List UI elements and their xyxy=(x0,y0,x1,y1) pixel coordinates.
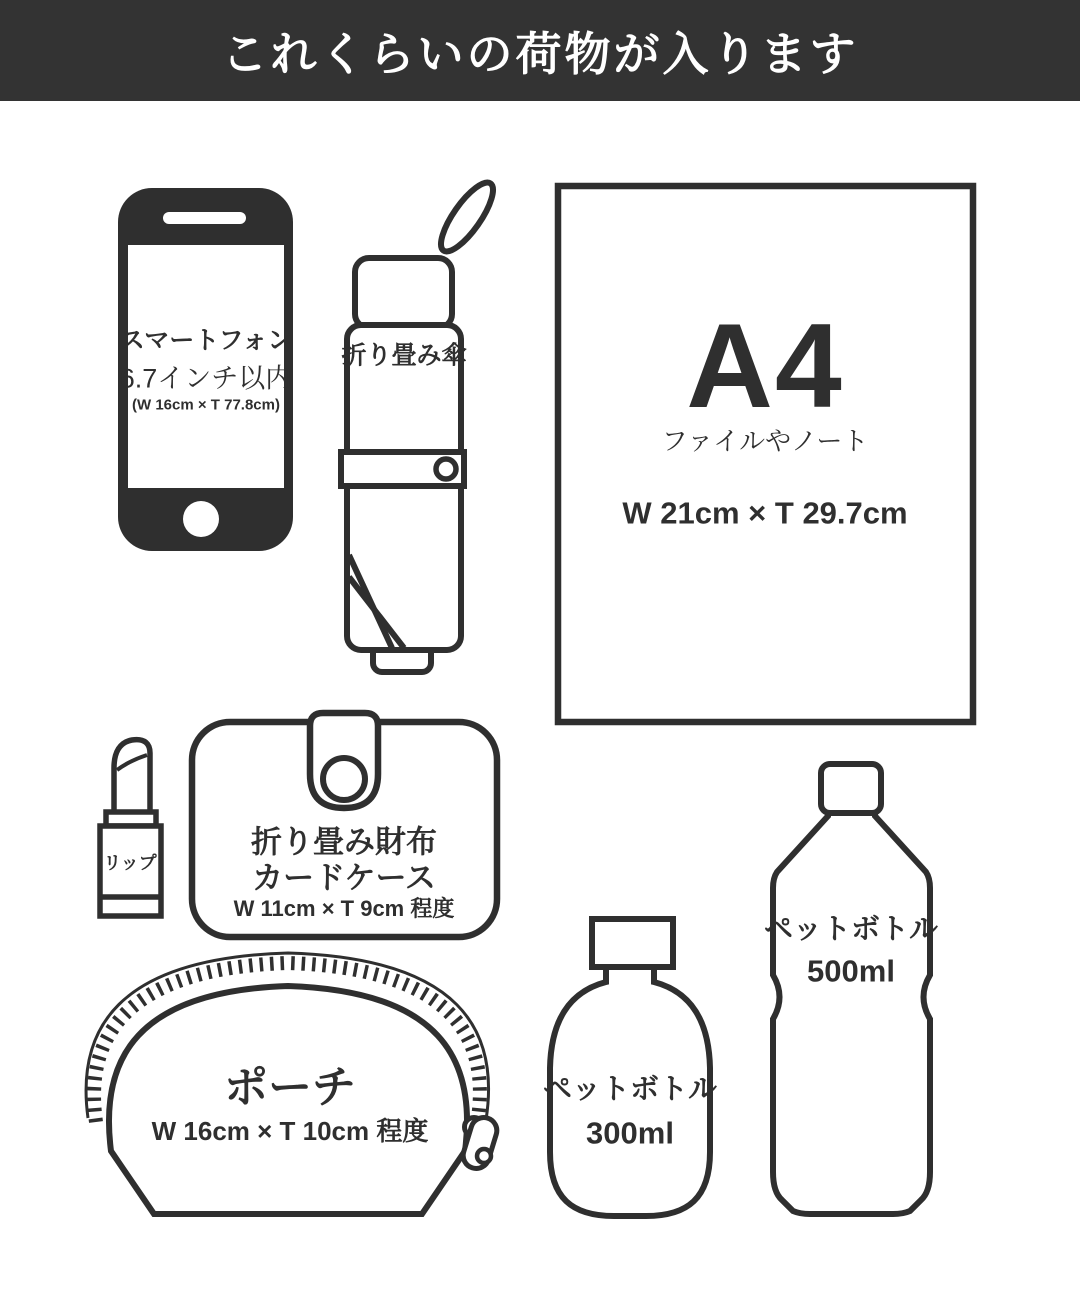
phone-home-button xyxy=(183,501,219,537)
page-title: これくらいの荷物が入ります xyxy=(221,27,859,80)
wallet-dimensions-label: W 11cm × T 9cm 程度 xyxy=(233,896,455,921)
smartphone-label: スマートフォン xyxy=(119,326,293,355)
umbrella-label: 折り畳み傘 xyxy=(341,341,467,370)
wallet-label-line1: 折り畳み財布 xyxy=(251,824,437,860)
pouch-dimensions-label: W 16cm × T 10cm 程度 xyxy=(151,1116,429,1146)
umbrella-strap-loop xyxy=(432,176,501,259)
pouch-label: ポーチ xyxy=(224,1063,356,1112)
wallet-label-line2: カードケース xyxy=(252,860,436,896)
bottle-500-cap xyxy=(821,764,881,813)
bottle-300-cap xyxy=(592,919,673,967)
bottle-500-label: ペットボトル xyxy=(763,913,939,946)
pouch-zipper-pull-hole xyxy=(477,1149,491,1163)
wallet-snap-button xyxy=(323,758,365,800)
bottle-500-volume: 500ml xyxy=(807,953,895,989)
bottle-300-label: ペットボトル xyxy=(542,1073,718,1106)
lipstick-bullet xyxy=(114,740,150,814)
lipstick-label: リップ xyxy=(103,853,157,873)
a4-dimensions-label: W 21cm × T 29.7cm xyxy=(622,495,908,531)
a4-label: A4 xyxy=(686,299,844,433)
umbrella-illustration xyxy=(341,176,502,672)
umbrella-cap xyxy=(355,258,452,328)
smartphone-size-label: 6.7インチ以内 xyxy=(119,363,293,394)
phone-speaker xyxy=(163,212,246,224)
umbrella-band-button xyxy=(436,459,456,479)
bottle-300-volume: 300ml xyxy=(586,1115,674,1151)
lipstick-illustration xyxy=(100,740,161,916)
a4-subtitle: ファイルやノート xyxy=(661,426,869,456)
bottle-500-body xyxy=(773,810,930,1214)
bottle-300-illustration xyxy=(550,919,710,1216)
smartphone-dimensions-label: (W 16cm × T 77.8cm) xyxy=(132,396,280,414)
bottle-500-illustration xyxy=(773,764,930,1214)
